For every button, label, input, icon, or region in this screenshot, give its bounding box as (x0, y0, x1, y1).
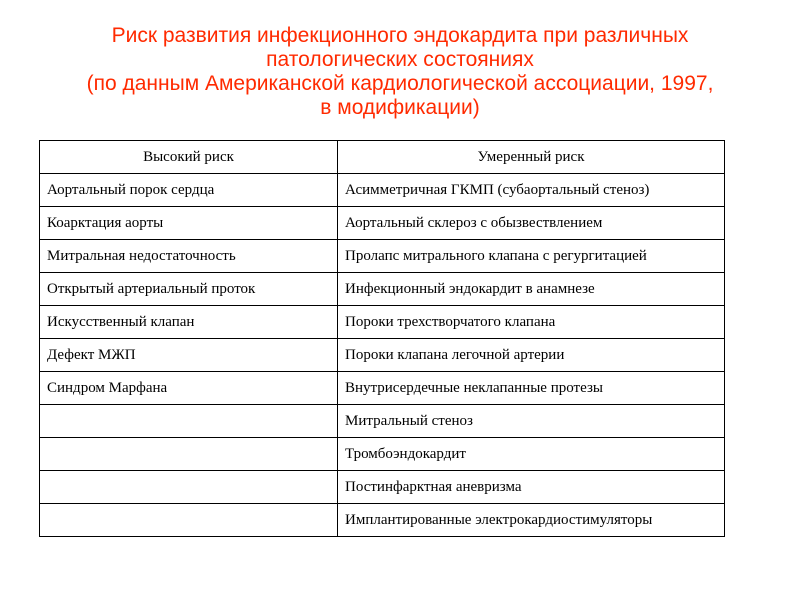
header-high-risk: Высокий риск (40, 141, 338, 174)
moderate-risk-cell: Тромбоэндокардит (338, 438, 725, 471)
table-header-row (40, 141, 725, 174)
moderate-risk-cell: Митральный стеноз (338, 405, 725, 438)
moderate-risk-cell: Инфекционный эндокардит в анамнезе (338, 273, 725, 306)
table-row (40, 273, 725, 306)
risk-table (39, 140, 725, 537)
moderate-risk-cell: Пролапс митрального клапана с регургитацией (338, 240, 725, 273)
title-line: Риск развития инфекционного эндокардита при различных (111, 24, 689, 47)
table-row (40, 207, 725, 240)
high-risk-cell: Дефект МЖП (40, 339, 338, 372)
high-risk-cell: Коарктация аорты (40, 207, 338, 240)
title-line: (по данным Американской кардиологической ассоциации, 1997, (86, 72, 714, 95)
high-risk-cell: Синдром Марфана (40, 372, 338, 405)
table-row (40, 339, 725, 372)
moderate-risk-cell: Пороки клапана легочной артерии (338, 339, 725, 372)
high-risk-cell (40, 438, 338, 471)
moderate-risk-cell: Имплантированные электрокардиостимуляторы (338, 504, 725, 537)
high-risk-cell: Аортальный порок сердца (40, 174, 338, 207)
table-row (40, 405, 725, 438)
table-row (40, 174, 725, 207)
moderate-risk-cell: Аортальный склероз с обызвествлением (338, 207, 725, 240)
table-row (40, 372, 725, 405)
high-risk-cell (40, 504, 338, 537)
high-risk-cell: Искусственный клапан (40, 306, 338, 339)
moderate-risk-cell: Пороки трехстворчатого клапана (338, 306, 725, 339)
high-risk-cell (40, 471, 338, 504)
table-row (40, 438, 725, 471)
title-line: в модификации) (320, 96, 480, 119)
high-risk-cell (40, 405, 338, 438)
moderate-risk-cell: Внутрисердечные неклапанные протезы (338, 372, 725, 405)
moderate-risk-cell: Постинфарктная аневризма (338, 471, 725, 504)
table-row (40, 471, 725, 504)
table-row (40, 306, 725, 339)
table-row (40, 240, 725, 273)
moderate-risk-cell: Асимметричная ГКМП (субаортальный стеноз) (338, 174, 725, 207)
high-risk-cell: Открытый артериальный проток (40, 273, 338, 306)
high-risk-cell: Митральная недостаточность (40, 240, 338, 273)
title-line: патологических состояниях (266, 48, 534, 71)
header-moderate-risk: Умеренный риск (338, 141, 725, 174)
table-row (40, 504, 725, 537)
slide-title (40, 24, 760, 120)
